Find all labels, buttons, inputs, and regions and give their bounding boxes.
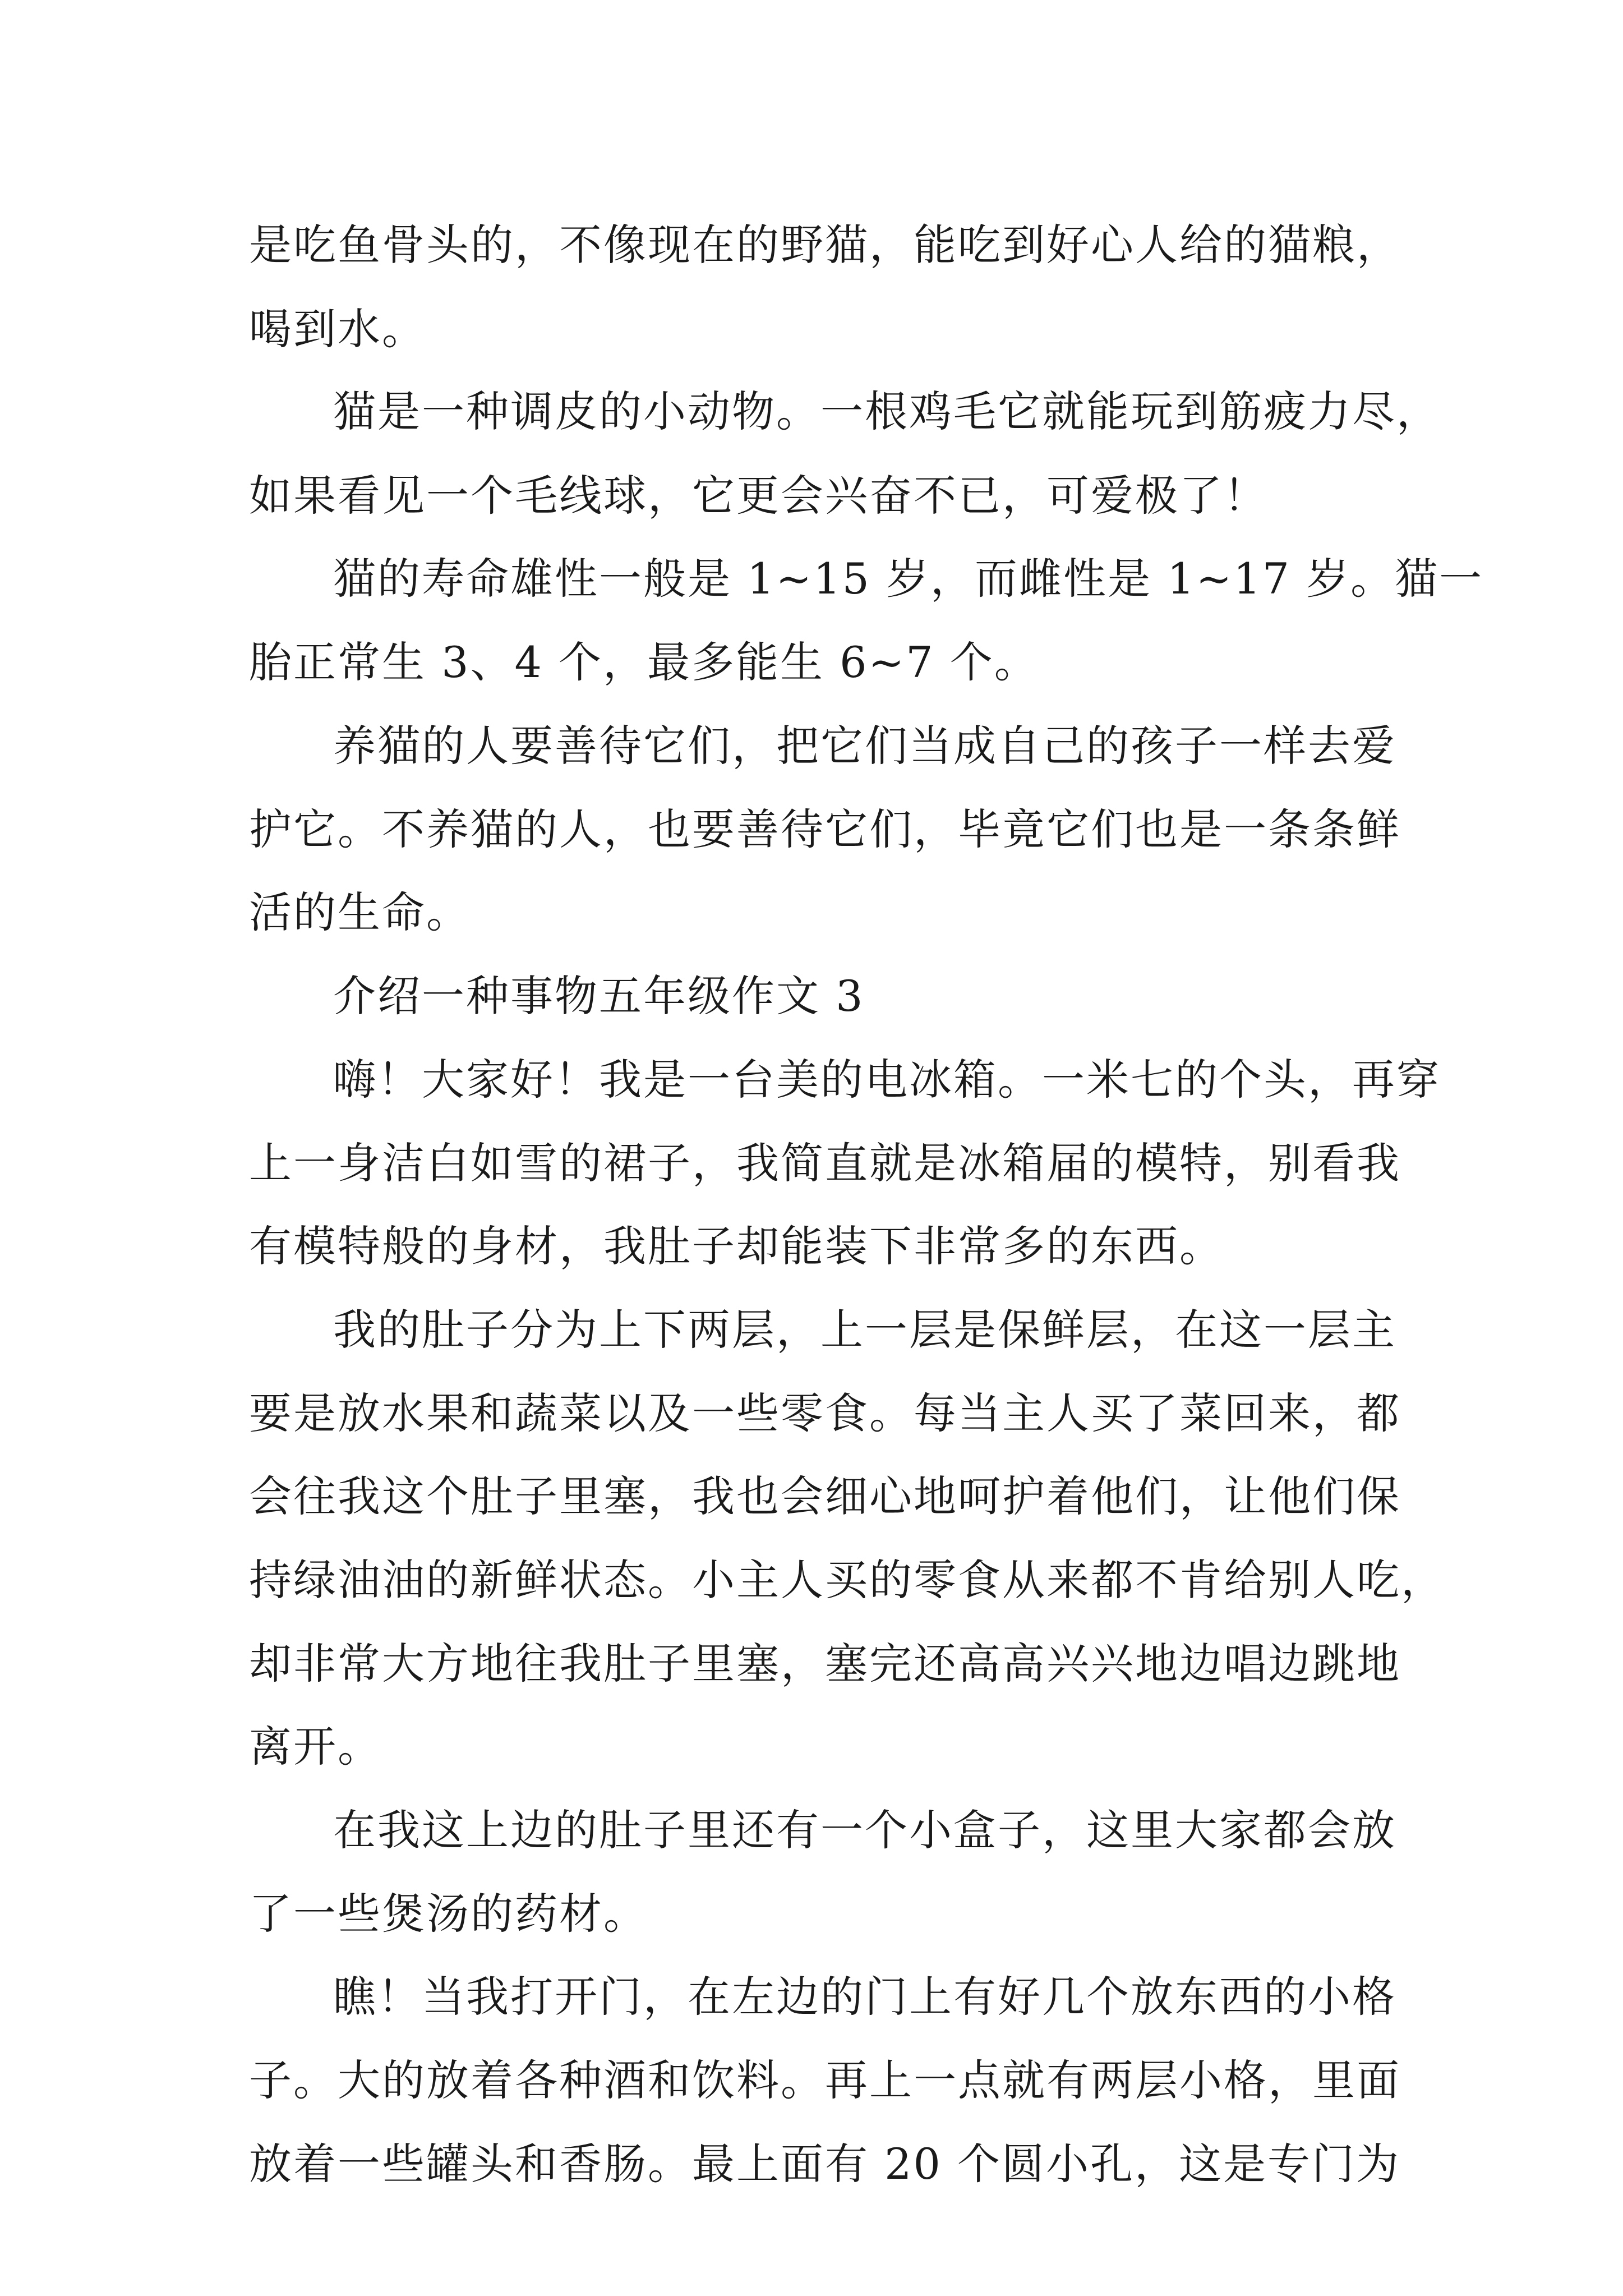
text-line: 胎正常生 3、4 个，最多能生 6~7 个。: [249, 637, 1039, 687]
text-line: 持绿油油的新鲜状态。小主人买的零食从来都不肯给别人吃，: [249, 1555, 1445, 1605]
text-line: 要是放水果和蔬菜以及一些零食。每当主人买了菜回来，都: [249, 1388, 1401, 1438]
paragraph-start-line: 嗨！大家好！我是一台美的电冰箱。一米七的个头，再穿: [333, 1055, 1441, 1105]
text-line: 有模特般的身材，我肚子却能装下非常多的东西。: [249, 1221, 1224, 1271]
section-heading: 介绍一种事物五年级作文 3: [333, 971, 865, 1021]
text-line: 喝到水。: [249, 304, 426, 354]
text-line: 活的生命。: [249, 887, 471, 937]
text-line: 放着一些罐头和香肠。最上面有 20 个圆小孔，这是专门为: [249, 2139, 1401, 2189]
text-line: 离开。: [249, 1722, 382, 1772]
text-line: 上一身洁白如雪的裙子，我简直就是冰箱届的模特，别看我: [249, 1138, 1401, 1188]
text-line: 了一些煲汤的药材。: [249, 1889, 648, 1939]
text-line: 护它。不养猫的人，也要善待它们，毕竟它们也是一条条鲜: [249, 804, 1401, 854]
paragraph-start-line: 猫是一种调皮的小动物。一根鸡毛它就能玩到筋疲力尽，: [333, 386, 1441, 436]
paragraph-start-line: 猫的寿命雄性一般是 1~15 岁，而雌性是 1~17 岁。猫一: [333, 554, 1484, 604]
text-line: 却非常大方地往我肚子里塞，塞完还高高兴兴地边唱边跳地: [249, 1639, 1401, 1688]
text-line: 子。大的放着各种酒和饮料。再上一点就有两层小格，里面: [249, 2055, 1401, 2105]
paragraph-start-line: 在我这上边的肚子里还有一个小盒子，这里大家都会放: [333, 1805, 1396, 1855]
paragraph-start-line: 我的肚子分为上下两层，上一层是保鲜层，在这一层主: [333, 1305, 1396, 1355]
text-line: 是吃鱼骨头的，不像现在的野猫，能吃到好心人给的猫粮，: [249, 220, 1401, 270]
paragraph-start-line: 养猫的人要善待它们，把它们当成自己的孩子一样去爱: [333, 721, 1396, 771]
text-line: 会往我这个肚子里塞，我也会细心地呵护着他们，让他们保: [249, 1471, 1401, 1521]
text-line: 如果看见一个毛线球，它更会兴奋不已，可爱极了！: [249, 471, 1268, 521]
paragraph-start-line: 瞧！当我打开门，在左边的门上有好几个放东西的小格: [333, 1972, 1396, 2022]
